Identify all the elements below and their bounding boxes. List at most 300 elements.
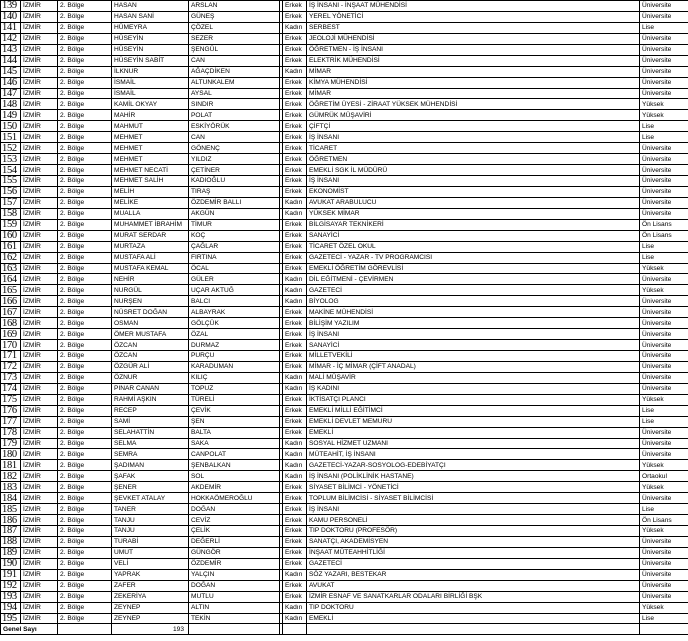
education-cell: Lise [640, 22, 688, 33]
last-name-cell: CAN [189, 132, 280, 143]
first-name-cell: SEMRA [112, 449, 189, 460]
last-name-cell: ŞENBALKAN [189, 460, 280, 471]
table-row [1, 77, 688, 88]
table-row [1, 197, 688, 208]
district-cell: 2. Bölge [58, 318, 112, 329]
first-name-cell: HÜSEYİN [112, 33, 189, 44]
table-row [1, 219, 688, 230]
education-cell: Yüksek [640, 285, 688, 296]
education-cell: Üniversite [640, 165, 688, 176]
gender-cell: Erkek [283, 121, 307, 132]
province-cell: İZMİR [21, 372, 58, 383]
profession-cell: GAZETECİ [307, 558, 640, 569]
education-cell: Lise [640, 416, 688, 427]
gender-cell: Erkek [283, 11, 307, 22]
district-cell: 2. Bölge [58, 230, 112, 241]
last-name-cell: ŞEN [189, 416, 280, 427]
district-cell: 2. Bölge [58, 274, 112, 285]
gender-cell: Kadın [283, 274, 307, 285]
profession-cell: EMEKLİ MİLLİ EĞİTİMCİ [307, 405, 640, 416]
table-row [1, 263, 688, 274]
profession-cell: SÖZ YAZARI, BESTEKAR [307, 569, 640, 580]
table-row [1, 143, 688, 154]
district-cell: 2. Bölge [58, 252, 112, 263]
education-cell: Üniversite [640, 361, 688, 372]
row-number-cell: 185 [1, 504, 21, 515]
district-cell: 2. Bölge [58, 22, 112, 33]
district-cell: 2. Bölge [58, 285, 112, 296]
profession-cell: SİYASET BİLİMCİ - YÖNETİCİ [307, 482, 640, 493]
table-row [1, 285, 688, 296]
education-cell: Üniversite [640, 186, 688, 197]
province-cell: İZMİR [21, 602, 58, 613]
district-cell: 2. Bölge [58, 416, 112, 427]
last-name-cell: SINDIR [189, 99, 280, 110]
gender-cell: Erkek [283, 176, 307, 187]
first-name-cell: MEHMET SALİH [112, 176, 189, 187]
district-cell: 2. Bölge [58, 613, 112, 624]
table-row [1, 44, 688, 55]
gender-cell: Erkek [283, 504, 307, 515]
profession-cell: İŞ İNSANI [307, 132, 640, 143]
last-name-cell: HOKKAÖMEROĞLU [189, 493, 280, 504]
profession-cell: YÜKSEK MİMAR [307, 208, 640, 219]
gender-cell: Kadın [283, 460, 307, 471]
row-number-cell: 168 [1, 318, 21, 329]
first-name-cell: ŞENER [112, 482, 189, 493]
profession-cell: MALİ MÜŞAVİR [307, 372, 640, 383]
gender-cell: Erkek [283, 110, 307, 121]
gender-cell: Erkek [283, 416, 307, 427]
gender-cell: Erkek [283, 1, 307, 12]
table-row [1, 318, 688, 329]
education-cell: Lise [640, 241, 688, 252]
last-name-cell: AKDEMİR [189, 482, 280, 493]
profession-cell: ÖĞRETMEN - İŞ İNSANI [307, 44, 640, 55]
row-number-cell: 151 [1, 132, 21, 143]
education-cell: Lise [640, 132, 688, 143]
gender-cell: Erkek [283, 536, 307, 547]
gender-cell: Erkek [283, 558, 307, 569]
first-name-cell: MEHMET NECATİ [112, 165, 189, 176]
first-name-cell: TANER [112, 504, 189, 515]
table-row [1, 558, 688, 569]
gender-cell: Erkek [283, 351, 307, 362]
row-number-cell: 187 [1, 526, 21, 537]
last-name-cell: TIRAŞ [189, 186, 280, 197]
first-name-cell: TANJU [112, 515, 189, 526]
gender-cell: Erkek [283, 132, 307, 143]
first-name-cell: ÖMER MUSTAFA [112, 329, 189, 340]
gender-cell: Erkek [283, 515, 307, 526]
profession-cell: İKTİSATÇI PLANCI [307, 394, 640, 405]
province-cell: İZMİR [21, 110, 58, 121]
education-cell: Üniversite [640, 536, 688, 547]
education-cell: Üniversite [640, 33, 688, 44]
table-row [1, 405, 688, 416]
education-cell: Yüksek [640, 526, 688, 537]
education-cell: Üniversite [640, 318, 688, 329]
district-cell: 2. Bölge [58, 176, 112, 187]
district-cell: 2. Bölge [58, 383, 112, 394]
last-name-cell: KILIÇ [189, 372, 280, 383]
province-cell: İZMİR [21, 460, 58, 471]
row-number-cell: 186 [1, 515, 21, 526]
district-cell: 2. Bölge [58, 340, 112, 351]
district-cell: 2. Bölge [58, 460, 112, 471]
province-cell: İZMİR [21, 361, 58, 372]
district-cell: 2. Bölge [58, 55, 112, 66]
gender-cell: Erkek [283, 88, 307, 99]
district-cell: 2. Bölge [58, 569, 112, 580]
gender-cell: Kadın [283, 569, 307, 580]
table-row [1, 230, 688, 241]
last-name-cell: POLAT [189, 110, 280, 121]
province-cell: İZMİR [21, 613, 58, 624]
last-name-cell: GÖNENÇ [189, 143, 280, 154]
education-cell: Üniversite [640, 547, 688, 558]
gender-cell: Kadın [283, 285, 307, 296]
province-cell: İZMİR [21, 219, 58, 230]
first-name-cell: ÖZCAN [112, 351, 189, 362]
province-cell: İZMİR [21, 405, 58, 416]
district-cell: 2. Bölge [58, 329, 112, 340]
row-number-cell: 172 [1, 361, 21, 372]
last-name-cell: UÇAR AKTUĞ [189, 285, 280, 296]
table-row [1, 296, 688, 307]
education-cell: Üniversite [640, 55, 688, 66]
district-cell: 2. Bölge [58, 504, 112, 515]
table-row [1, 132, 688, 143]
last-name-cell: ALTIN [189, 602, 280, 613]
row-number-cell: 139 [1, 1, 21, 12]
gender-cell: Erkek [283, 394, 307, 405]
profession-cell: ELEKTRİK MÜHENDİSİ [307, 55, 640, 66]
profession-cell: EMEKLİ SGK İL MÜDÜRÜ [307, 165, 640, 176]
row-number-cell: 166 [1, 296, 21, 307]
profession-cell: TİCARET [307, 143, 640, 154]
first-name-cell: OSMAN [112, 318, 189, 329]
district-cell: 2. Bölge [58, 438, 112, 449]
row-number-cell: 153 [1, 154, 21, 165]
profession-cell: MAKİNE MÜHENDİSİ [307, 307, 640, 318]
gender-cell: Erkek [283, 493, 307, 504]
profession-cell: SANAYİCİ [307, 230, 640, 241]
profession-cell: KAMU PERSONELİ [307, 515, 640, 526]
row-number-cell: 177 [1, 416, 21, 427]
table-row [1, 329, 688, 340]
table-row [1, 55, 688, 66]
last-name-cell: KADIOĞLU [189, 176, 280, 187]
row-number-cell: 147 [1, 88, 21, 99]
province-cell: İZMİR [21, 536, 58, 547]
education-cell: Ön Lisans [640, 230, 688, 241]
profession-cell: AVUKAT ARABULUCU [307, 197, 640, 208]
province-cell: İZMİR [21, 1, 58, 12]
education-cell: Üniversite [640, 1, 688, 12]
district-cell: 2. Bölge [58, 361, 112, 372]
district-cell: 2. Bölge [58, 591, 112, 602]
last-name-cell: SAKA [189, 438, 280, 449]
row-number-cell: 179 [1, 438, 21, 449]
education-cell: Lise [640, 121, 688, 132]
province-cell: İZMİR [21, 176, 58, 187]
gender-cell: Kadın [283, 449, 307, 460]
province-cell: İZMİR [21, 77, 58, 88]
row-number-cell: 142 [1, 33, 21, 44]
table-row [1, 176, 688, 187]
province-cell: İZMİR [21, 44, 58, 55]
province-cell: İZMİR [21, 493, 58, 504]
first-name-cell: ÖZCAN [112, 340, 189, 351]
education-cell: Üniversite [640, 493, 688, 504]
profession-cell: KİMYA MÜHENDİSİ [307, 77, 640, 88]
district-cell: 2. Bölge [58, 372, 112, 383]
last-name-cell: ARSLAN [189, 1, 280, 12]
gender-cell: Kadın [283, 22, 307, 33]
profession-cell: MİMAR - İÇ MİMAR (ÇİFT ANADAL) [307, 361, 640, 372]
row-number-cell: 165 [1, 285, 21, 296]
first-name-cell: NEHİR [112, 274, 189, 285]
table-row [1, 307, 688, 318]
first-name-cell: ŞAFAK [112, 471, 189, 482]
table-row [1, 241, 688, 252]
profession-cell: EMEKLİ [307, 427, 640, 438]
first-name-cell: MEHMET [112, 154, 189, 165]
district-cell: 2. Bölge [58, 44, 112, 55]
row-number-cell: 180 [1, 449, 21, 460]
province-cell: İZMİR [21, 143, 58, 154]
province-cell: İZMİR [21, 99, 58, 110]
district-cell: 2. Bölge [58, 307, 112, 318]
row-number-cell: 150 [1, 121, 21, 132]
profession-cell: İNŞAAT MÜTEAHHİTLİĞİ [307, 547, 640, 558]
province-cell: İZMİR [21, 351, 58, 362]
row-number-cell: 149 [1, 110, 21, 121]
district-cell: 2. Bölge [58, 99, 112, 110]
gender-cell: Erkek [283, 361, 307, 372]
gender-cell: Kadın [283, 602, 307, 613]
first-name-cell: ÖZNUR [112, 372, 189, 383]
profession-cell: GAZETECİ-YAZAR-SOSYOLOG-EDEBİYATÇI [307, 460, 640, 471]
first-name-cell: MEHMET [112, 132, 189, 143]
total-row [1, 624, 688, 635]
table-row [1, 569, 688, 580]
education-cell: Ön Lisans [640, 515, 688, 526]
province-cell: İZMİR [21, 471, 58, 482]
gender-cell: Kadın [283, 383, 307, 394]
row-number-cell: 175 [1, 394, 21, 405]
last-name-cell: GÖLÇÜK [189, 318, 280, 329]
profession-cell: EMEKLİ [307, 613, 640, 624]
province-cell: İZMİR [21, 515, 58, 526]
gender-cell: Erkek [283, 252, 307, 263]
first-name-cell: MEHMET [112, 143, 189, 154]
gender-cell: Erkek [283, 547, 307, 558]
province-cell: İZMİR [21, 208, 58, 219]
gender-cell: Erkek [283, 99, 307, 110]
last-name-cell: ALBAYRAK [189, 307, 280, 318]
table-row [1, 591, 688, 602]
last-name-cell: AKGÜN [189, 208, 280, 219]
last-name-cell: ALTUNKALEM [189, 77, 280, 88]
last-name-cell: KOÇ [189, 230, 280, 241]
first-name-cell: SELAHATTİN [112, 427, 189, 438]
district-cell: 2. Bölge [58, 394, 112, 405]
gender-cell: Erkek [283, 241, 307, 252]
gender-cell: Erkek [283, 526, 307, 537]
gender-cell: Erkek [283, 154, 307, 165]
province-cell: İZMİR [21, 307, 58, 318]
table-row [1, 351, 688, 362]
last-name-cell: ÖZAL [189, 329, 280, 340]
row-number-cell: 167 [1, 307, 21, 318]
education-cell: Ön Lisans [640, 219, 688, 230]
education-cell: Yüksek [640, 482, 688, 493]
district-cell: 2. Bölge [58, 219, 112, 230]
row-number-cell: 190 [1, 558, 21, 569]
row-number-cell: 173 [1, 372, 21, 383]
table-body [1, 1, 688, 624]
district-cell: 2. Bölge [58, 296, 112, 307]
table-row [1, 361, 688, 372]
last-name-cell: ÖCAL [189, 263, 280, 274]
table-row [1, 482, 688, 493]
first-name-cell: İSMAİL [112, 88, 189, 99]
first-name-cell: ZEKERİYA [112, 591, 189, 602]
row-number-cell: 160 [1, 230, 21, 241]
gender-cell: Kadın [283, 296, 307, 307]
row-number-cell: 146 [1, 77, 21, 88]
district-cell: 2. Bölge [58, 558, 112, 569]
row-number-cell: 156 [1, 186, 21, 197]
education-cell: Üniversite [640, 88, 688, 99]
table-row [1, 449, 688, 460]
row-number-cell: 144 [1, 55, 21, 66]
province-cell: İZMİR [21, 591, 58, 602]
education-cell: Yüksek [640, 263, 688, 274]
table-row [1, 438, 688, 449]
gender-cell: Erkek [283, 427, 307, 438]
last-name-cell: TEKİN [189, 613, 280, 624]
last-name-cell: GÜNGÖR [189, 547, 280, 558]
last-name-cell: AYSAL [189, 88, 280, 99]
profession-cell: ÖĞRETİM ÜYESİ - ZİRAAT YÜKSEK MÜHENDİSİ [307, 99, 640, 110]
district-cell: 2. Bölge [58, 1, 112, 12]
table-row [1, 536, 688, 547]
profession-cell: JEOLOJİ MÜHENDİSİ [307, 33, 640, 44]
province-cell: İZMİR [21, 438, 58, 449]
row-number-cell: 148 [1, 99, 21, 110]
table-row [1, 208, 688, 219]
profession-cell: EMEKLİ ÖĞRETİM GÖREVLİSİ [307, 263, 640, 274]
gender-cell: Erkek [283, 263, 307, 274]
total-count: 193 [112, 624, 189, 635]
profession-cell: EKONOMİST [307, 186, 640, 197]
first-name-cell: NÜSRET DOĞAN [112, 307, 189, 318]
education-cell: Üniversite [640, 296, 688, 307]
gender-cell: Erkek [283, 230, 307, 241]
district-cell: 2. Bölge [58, 66, 112, 77]
table-row [1, 547, 688, 558]
gender-cell: Kadın [283, 372, 307, 383]
education-cell: Üniversite [640, 11, 688, 22]
last-name-cell: ÖZDEMİR BALLI [189, 197, 280, 208]
row-number-cell: 170 [1, 340, 21, 351]
education-cell: Yüksek [640, 460, 688, 471]
first-name-cell: ZEYNEP [112, 613, 189, 624]
table-row [1, 372, 688, 383]
education-cell: Ortaokul [640, 471, 688, 482]
table-row [1, 394, 688, 405]
first-name-cell: NURGÜL [112, 285, 189, 296]
gender-cell: Erkek [283, 405, 307, 416]
district-cell: 2. Bölge [58, 11, 112, 22]
row-number-cell: 178 [1, 427, 21, 438]
profession-cell: SANAYİCİ [307, 340, 640, 351]
education-cell: Üniversite [640, 77, 688, 88]
district-cell: 2. Bölge [58, 154, 112, 165]
province-cell: İZMİR [21, 547, 58, 558]
province-cell: İZMİR [21, 252, 58, 263]
profession-cell: TIP DOKTORU (PROFESÖR) [307, 526, 640, 537]
profession-cell: AVUKAT [307, 580, 640, 591]
province-cell: İZMİR [21, 33, 58, 44]
first-name-cell: MAHİR [112, 110, 189, 121]
last-name-cell: SEZER [189, 33, 280, 44]
district-cell: 2. Bölge [58, 143, 112, 154]
row-number-cell: 141 [1, 22, 21, 33]
province-cell: İZMİR [21, 340, 58, 351]
row-number-cell: 143 [1, 44, 21, 55]
table-row [1, 613, 688, 624]
row-number-cell: 155 [1, 176, 21, 187]
table-row [1, 121, 688, 132]
last-name-cell: TİMUR [189, 219, 280, 230]
province-cell: İZMİR [21, 230, 58, 241]
row-number-cell: 195 [1, 613, 21, 624]
profession-cell: BİLİŞİM YAZILIM [307, 318, 640, 329]
district-cell: 2. Bölge [58, 197, 112, 208]
profession-cell: İŞ İNSANI (POLİKLİNİK HASTANE) [307, 471, 640, 482]
profession-cell: GÜMRÜK MÜŞAVİRİ [307, 110, 640, 121]
gender-cell: Erkek [283, 340, 307, 351]
education-cell: Üniversite [640, 143, 688, 154]
row-number-cell: 140 [1, 11, 21, 22]
last-name-cell: DOĞAN [189, 580, 280, 591]
first-name-cell: TURABİ [112, 536, 189, 547]
gender-cell: Erkek [283, 219, 307, 230]
last-name-cell: DEĞERLİ [189, 536, 280, 547]
education-cell: Üniversite [640, 569, 688, 580]
gender-cell: Erkek [283, 77, 307, 88]
row-number-cell: 194 [1, 602, 21, 613]
total-label: Genel Sayı [1, 624, 58, 635]
gender-cell: Erkek [283, 186, 307, 197]
last-name-cell: ŞENGÜL [189, 44, 280, 55]
gender-cell: Erkek [283, 591, 307, 602]
province-cell: İZMİR [21, 263, 58, 274]
province-cell: İZMİR [21, 416, 58, 427]
row-number-cell: 162 [1, 252, 21, 263]
district-cell: 2. Bölge [58, 351, 112, 362]
first-name-cell: MUHAMMET İBRAHİM [112, 219, 189, 230]
last-name-cell: ÇETİNER [189, 165, 280, 176]
district-cell: 2. Bölge [58, 471, 112, 482]
first-name-cell: HASAN SANİ [112, 11, 189, 22]
education-cell: Yüksek [640, 394, 688, 405]
last-name-cell: GÜNEŞ [189, 11, 280, 22]
